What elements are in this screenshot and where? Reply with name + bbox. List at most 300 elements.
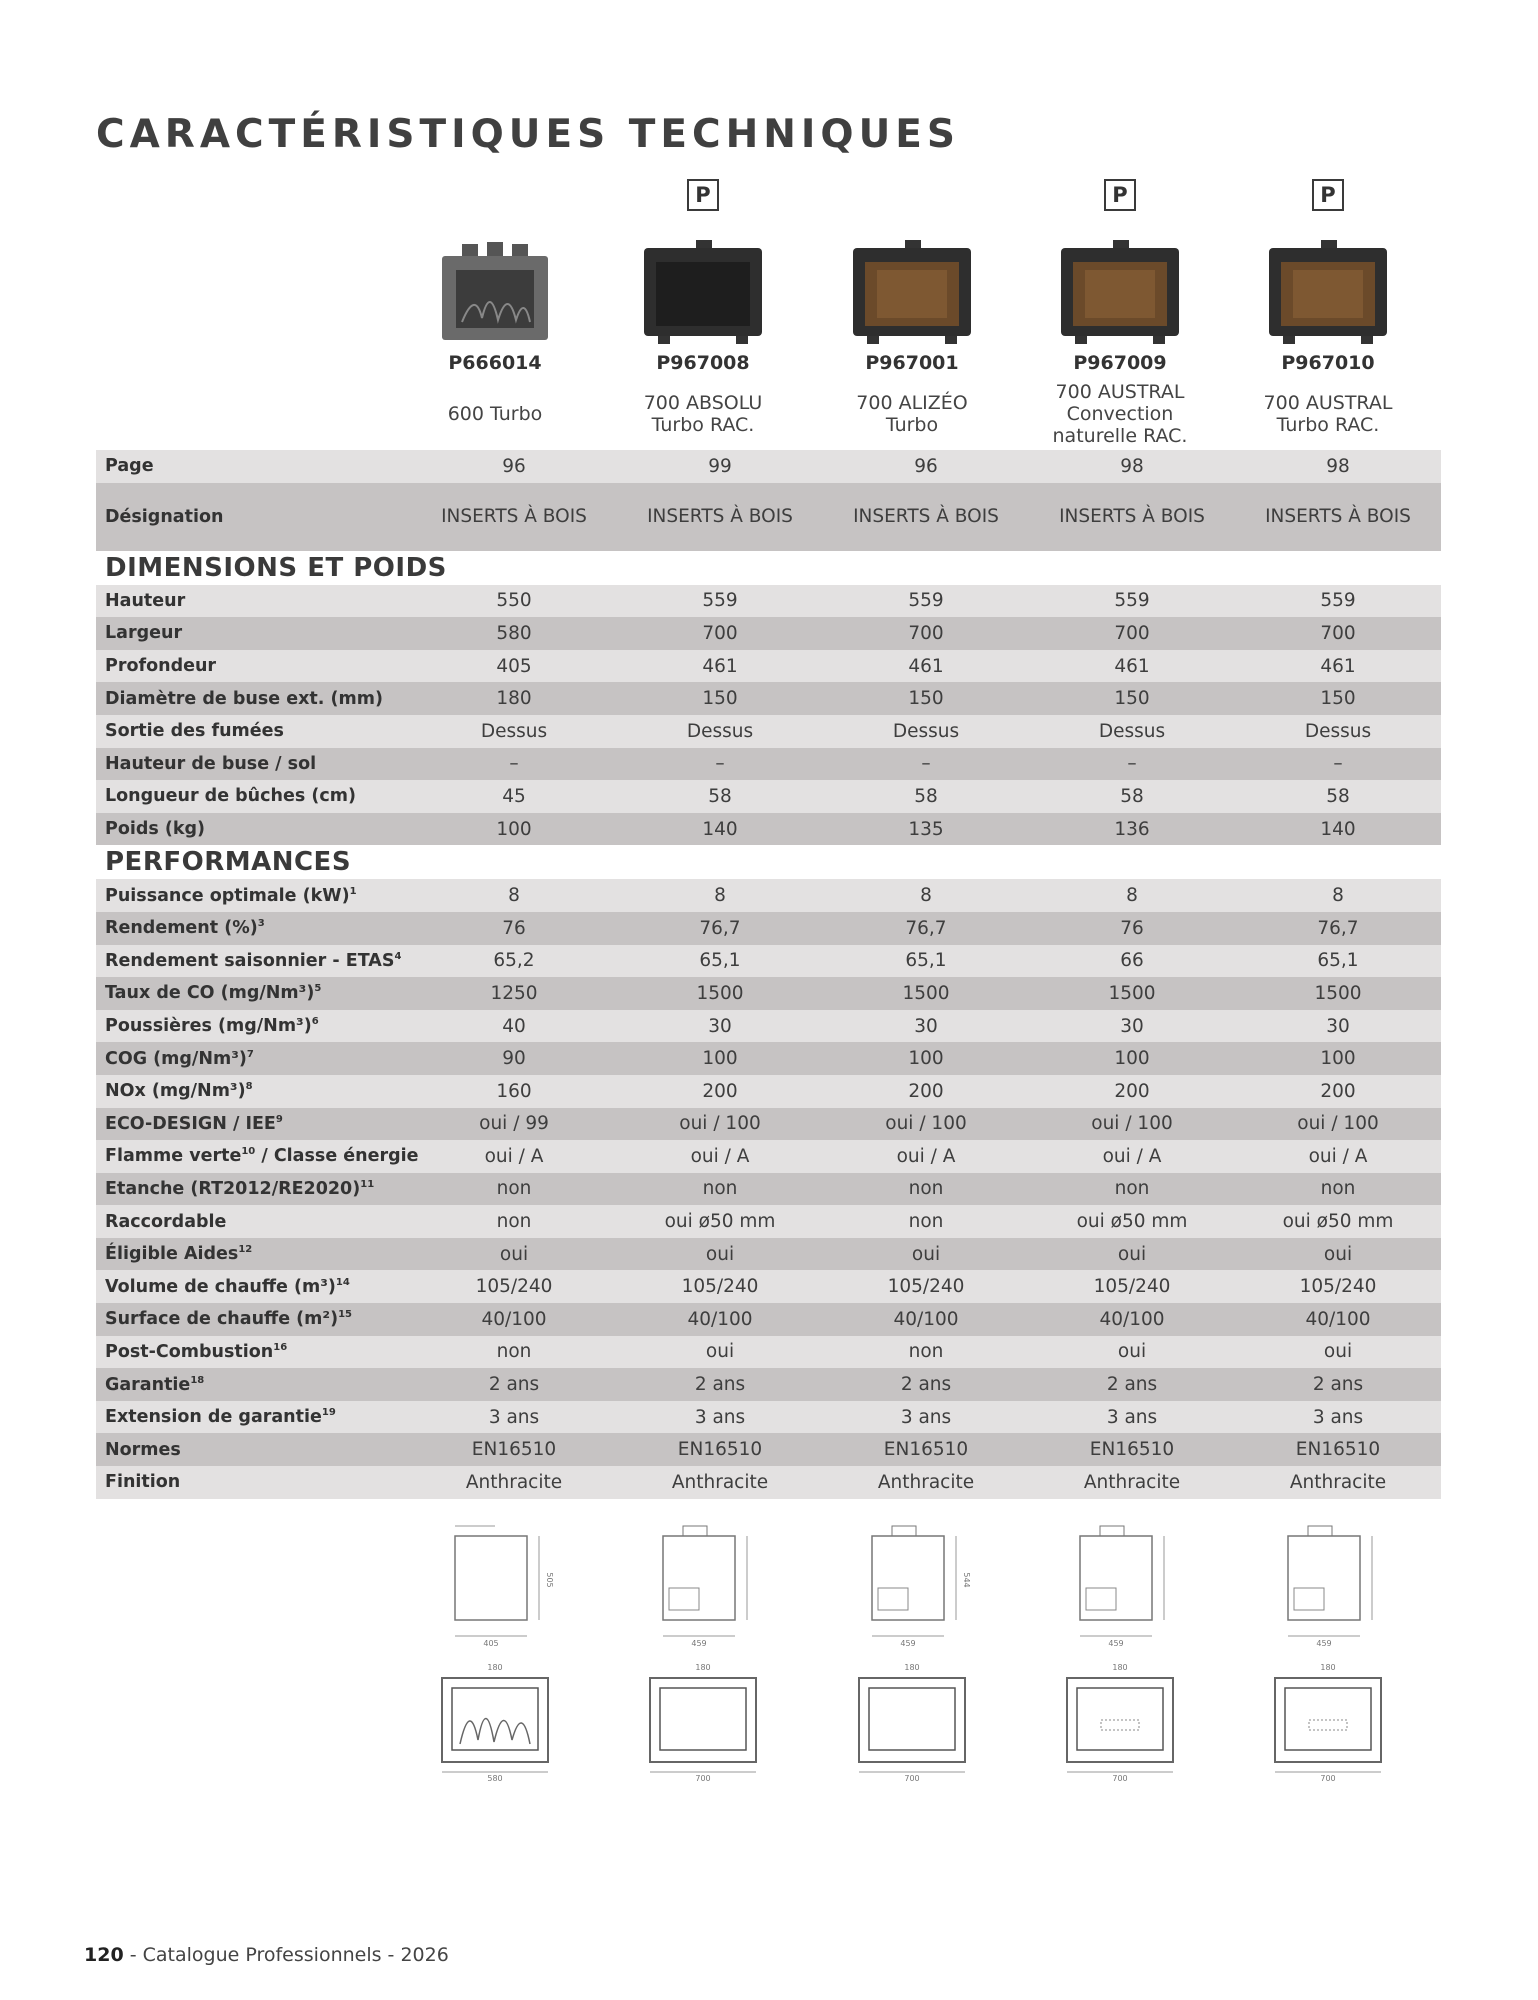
- spec-label-text: Garantie: [105, 1374, 191, 1395]
- spec-value: Dessus: [1235, 715, 1441, 748]
- spec-label: [96, 617, 411, 650]
- spec-value: 100: [411, 813, 617, 846]
- spec-value: 200: [1029, 1075, 1235, 1108]
- spec-label-text: Sortie des fumées: [105, 721, 284, 742]
- spec-label: [96, 450, 411, 483]
- spec-value: 8: [411, 879, 617, 912]
- stove-image: [638, 240, 768, 348]
- spec-label: [96, 912, 411, 945]
- spec-label-text: Diamètre de buse ext. (mm): [105, 688, 383, 709]
- spec-label-text: Taux de CO (mg/Nm³): [105, 983, 315, 1004]
- spec-value: oui ø50 mm: [617, 1205, 823, 1238]
- spec-row: [96, 617, 1441, 650]
- stove-image: [1263, 240, 1393, 348]
- spec-row: [96, 1075, 1441, 1108]
- spec-value: 559: [1029, 585, 1235, 618]
- spec-row: [96, 977, 1441, 1010]
- dimension-label: 405: [483, 1639, 499, 1648]
- spec-label-text: Rendement (%): [105, 918, 258, 939]
- spec-row: [96, 1466, 1441, 1499]
- spec-label-text: Désignation: [105, 506, 224, 527]
- product-name: 700 AUSTRAL Convection naturelle RAC.: [1052, 381, 1188, 447]
- front-view-drawing: [1263, 1660, 1393, 1784]
- spec-value: 100: [1029, 1042, 1235, 1075]
- spec-value: oui: [823, 1238, 1029, 1271]
- spec-value: 40/100: [411, 1303, 617, 1336]
- dimension-label: 700: [695, 1774, 711, 1783]
- spec-value: non: [823, 1205, 1029, 1238]
- spec-row: [96, 650, 1441, 683]
- product-code: P967001: [865, 352, 959, 374]
- spec-label: [96, 1368, 411, 1401]
- spec-value: 405: [411, 650, 617, 683]
- spec-value: oui / A: [617, 1140, 823, 1173]
- product-name: 700 ABSOLU Turbo RAC.: [643, 392, 763, 436]
- spec-value: 40/100: [617, 1303, 823, 1336]
- spec-label: [96, 945, 411, 978]
- spec-value: 30: [617, 1010, 823, 1043]
- spec-label-text: Page: [105, 456, 154, 477]
- spec-value: non: [823, 1336, 1029, 1369]
- spec-value: 100: [1235, 1042, 1441, 1075]
- p-badge: P: [1312, 179, 1344, 211]
- spec-value: 8: [1029, 879, 1235, 912]
- spec-value: oui / 100: [823, 1108, 1029, 1141]
- spec-value: 180: [411, 682, 617, 715]
- spec-value: non: [411, 1336, 617, 1369]
- spec-row: [96, 450, 1441, 483]
- spec-value: INSERTS À BOIS: [1029, 483, 1235, 551]
- dimension-label: 459: [691, 1639, 707, 1648]
- spec-value: 1500: [1235, 977, 1441, 1010]
- spec-value: Anthracite: [617, 1466, 823, 1499]
- spec-label: [96, 483, 411, 551]
- p-badge: P: [687, 179, 719, 211]
- spec-label: [96, 1108, 411, 1141]
- footnote-ref: 11: [360, 1179, 375, 1191]
- spec-value: 96: [823, 450, 1029, 483]
- spec-value: 2 ans: [617, 1368, 823, 1401]
- spec-row: [96, 748, 1441, 781]
- section-heading-row: [96, 845, 1441, 879]
- spec-value: –: [1235, 748, 1441, 781]
- spec-row: [96, 1368, 1441, 1401]
- dimension-label: 700: [1320, 1774, 1336, 1783]
- spec-label: [96, 780, 411, 813]
- spec-value: –: [617, 748, 823, 781]
- spec-value: 58: [1235, 780, 1441, 813]
- side-view-drawing: [643, 1518, 763, 1648]
- spec-value: oui / A: [411, 1140, 617, 1173]
- spec-value: EN16510: [617, 1433, 823, 1466]
- spec-value: oui: [617, 1238, 823, 1271]
- spec-row: [96, 682, 1441, 715]
- spec-label-text: Extension de garantie: [105, 1407, 322, 1428]
- dimension-label: 180: [904, 1663, 920, 1672]
- spec-value: oui / 100: [1029, 1108, 1235, 1141]
- footnote-ref: 10: [241, 1146, 256, 1158]
- spec-value: 150: [1029, 682, 1235, 715]
- footnote-ref: 1: [349, 885, 357, 897]
- footnote-ref: 14: [335, 1276, 350, 1288]
- spec-row: [96, 879, 1441, 912]
- spec-label: [96, 1303, 411, 1336]
- spec-value: 76,7: [1235, 912, 1441, 945]
- spec-value: 3 ans: [823, 1401, 1029, 1434]
- spec-value: 3 ans: [1235, 1401, 1441, 1434]
- spec-value: non: [411, 1173, 617, 1206]
- side-view-drawing: [435, 1518, 555, 1648]
- footnote-ref: 4: [394, 951, 402, 962]
- spec-value: 1500: [823, 977, 1029, 1010]
- spec-value: 65,1: [823, 945, 1029, 978]
- footnote-ref: 3: [257, 918, 265, 930]
- dimension-label: 544: [962, 1572, 971, 1588]
- front-view-drawing: [638, 1660, 768, 1784]
- spec-value: 2 ans: [411, 1368, 617, 1401]
- side-view-drawing: [852, 1518, 972, 1648]
- dimension-label: 180: [1112, 1663, 1128, 1672]
- spec-value: 76: [411, 912, 617, 945]
- footnote-ref: 18: [190, 1374, 205, 1386]
- spec-value: 8: [1235, 879, 1441, 912]
- spec-label-text: Longueur de bûches (cm): [105, 786, 356, 807]
- spec-label: [96, 1075, 411, 1108]
- footer-text: - Catalogue Professionnels - 2026: [123, 1944, 449, 1966]
- spec-value: Anthracite: [823, 1466, 1029, 1499]
- spec-value: 150: [1235, 682, 1441, 715]
- spec-label-text: Finition: [105, 1472, 181, 1493]
- section-heading-row: [96, 551, 1441, 585]
- spec-value: 700: [1029, 617, 1235, 650]
- spec-value: Dessus: [411, 715, 617, 748]
- product-code: P967010: [1281, 352, 1375, 374]
- spec-value: 8: [823, 879, 1029, 912]
- spec-row: [96, 1140, 1441, 1173]
- footnote-ref: 12: [238, 1244, 253, 1256]
- spec-value: EN16510: [411, 1433, 617, 1466]
- footnote-ref: 9: [275, 1113, 283, 1125]
- spec-label-text: Éligible Aides: [105, 1244, 239, 1265]
- spec-value: 30: [1029, 1010, 1235, 1043]
- spec-value: 8: [617, 879, 823, 912]
- spec-value: EN16510: [1235, 1433, 1441, 1466]
- spec-label-text: Normes: [105, 1439, 181, 1460]
- spec-value: oui: [1235, 1336, 1441, 1369]
- spec-value: 2 ans: [1235, 1368, 1441, 1401]
- spec-value: 3 ans: [1029, 1401, 1235, 1434]
- dimension-label: 459: [900, 1639, 916, 1648]
- spec-row: [96, 912, 1441, 945]
- spec-label-text: Poussières (mg/Nm³): [105, 1016, 312, 1037]
- spec-row: [96, 1433, 1441, 1466]
- spec-value: 76,7: [617, 912, 823, 945]
- spec-label-text: Raccordable: [105, 1211, 227, 1232]
- spec-row: [96, 780, 1441, 813]
- spec-value: 559: [617, 585, 823, 618]
- spec-value: oui / A: [823, 1140, 1029, 1173]
- spec-value: Anthracite: [411, 1466, 617, 1499]
- spec-value: non: [617, 1173, 823, 1206]
- spec-value: –: [411, 748, 617, 781]
- spec-value: 40/100: [823, 1303, 1029, 1336]
- spec-value: 1250: [411, 977, 617, 1010]
- spec-label: [96, 813, 411, 846]
- spec-value: 76,7: [823, 912, 1029, 945]
- product-code: P967009: [1073, 352, 1167, 374]
- spec-value: 461: [1235, 650, 1441, 683]
- footnote-ref: 19: [321, 1407, 336, 1419]
- spec-value: 76: [1029, 912, 1235, 945]
- spec-value: 3 ans: [411, 1401, 617, 1434]
- spec-value: 3 ans: [617, 1401, 823, 1434]
- spec-row: [96, 813, 1441, 846]
- spec-row: [96, 1042, 1441, 1075]
- spec-label: [96, 1270, 411, 1303]
- spec-label-text: Poids (kg): [105, 819, 206, 840]
- spec-value: 200: [1235, 1075, 1441, 1108]
- spec-label: [96, 715, 411, 748]
- spec-value: INSERTS À BOIS: [823, 483, 1029, 551]
- spec-label-text: Largeur: [105, 623, 183, 644]
- spec-value: INSERTS À BOIS: [411, 483, 617, 551]
- spec-value: 461: [823, 650, 1029, 683]
- spec-label: [96, 879, 411, 912]
- spec-value: 559: [823, 585, 1029, 618]
- spec-value: 66: [1029, 945, 1235, 978]
- spec-label-text: ECO-DESIGN / IEE: [105, 1113, 276, 1134]
- spec-label: [96, 585, 411, 618]
- spec-value: 140: [1235, 813, 1441, 846]
- side-view-drawing: [1268, 1518, 1388, 1648]
- spec-row: [96, 483, 1441, 551]
- footnote-ref: 5: [314, 983, 322, 995]
- spec-value: oui: [1029, 1238, 1235, 1271]
- spec-value: 105/240: [1029, 1270, 1235, 1303]
- spec-row: [96, 1270, 1441, 1303]
- spec-value: oui / 99: [411, 1108, 617, 1141]
- spec-value: 105/240: [1235, 1270, 1441, 1303]
- spec-table: [96, 450, 1441, 1499]
- spec-value: 1500: [617, 977, 823, 1010]
- side-view-drawing: [1060, 1518, 1180, 1648]
- spec-value: –: [1029, 748, 1235, 781]
- spec-label: [96, 1205, 411, 1238]
- spec-label-text: COG (mg/Nm³): [105, 1048, 247, 1069]
- front-view-drawing: [847, 1660, 977, 1784]
- spec-label: [96, 1401, 411, 1434]
- dimension-label: 180: [1320, 1663, 1336, 1672]
- spec-row: [96, 1205, 1441, 1238]
- spec-label-text: Puissance optimale (kW): [105, 885, 350, 906]
- spec-value: 40/100: [1235, 1303, 1441, 1336]
- spec-value: Dessus: [823, 715, 1029, 748]
- spec-value: 160: [411, 1075, 617, 1108]
- spec-value: 65,1: [1235, 945, 1441, 978]
- spec-value: 200: [617, 1075, 823, 1108]
- spec-value: 98: [1029, 450, 1235, 483]
- spec-value: 2 ans: [823, 1368, 1029, 1401]
- spec-value: 1500: [1029, 977, 1235, 1010]
- spec-value: non: [823, 1173, 1029, 1206]
- page-footer: [84, 1944, 449, 1966]
- spec-value: oui ø50 mm: [1235, 1205, 1441, 1238]
- spec-value: oui ø50 mm: [1029, 1205, 1235, 1238]
- spec-row: [96, 1173, 1441, 1206]
- spec-label-text: Rendement saisonnier - ETAS: [105, 950, 395, 971]
- spec-value: 98: [1235, 450, 1441, 483]
- spec-label-text: Hauteur: [105, 590, 186, 611]
- spec-value: oui: [1029, 1336, 1235, 1369]
- footnote-ref: 8: [245, 1081, 253, 1093]
- spec-value: EN16510: [1029, 1433, 1235, 1466]
- product-name: 600 Turbo: [447, 403, 543, 425]
- spec-value: –: [823, 748, 1029, 781]
- spec-label: [96, 748, 411, 781]
- spec-value: INSERTS À BOIS: [617, 483, 823, 551]
- spec-value: 700: [1235, 617, 1441, 650]
- spec-value: 45: [411, 780, 617, 813]
- dimension-label: 459: [1108, 1639, 1124, 1648]
- spec-label-text: NOx (mg/Nm³): [105, 1081, 246, 1102]
- spec-value: 30: [823, 1010, 1029, 1043]
- stove-image: [847, 240, 977, 348]
- spec-row: [96, 1303, 1441, 1336]
- spec-label-text: Surface de chauffe (m²): [105, 1309, 339, 1330]
- spec-value: 150: [617, 682, 823, 715]
- spec-label-text: Etanche (RT2012/RE2020): [105, 1178, 361, 1199]
- spec-value: Anthracite: [1235, 1466, 1441, 1499]
- spec-row: [96, 1401, 1441, 1434]
- spec-value: 100: [823, 1042, 1029, 1075]
- spec-value: oui: [411, 1238, 617, 1271]
- spec-value: 30: [1235, 1010, 1441, 1043]
- spec-value: 65,1: [617, 945, 823, 978]
- spec-value: 700: [823, 617, 1029, 650]
- spec-value: 40/100: [1029, 1303, 1235, 1336]
- footnote-ref: 6: [311, 1016, 319, 1028]
- dimension-label: 580: [487, 1774, 503, 1783]
- spec-value: 700: [617, 617, 823, 650]
- spec-value: 2 ans: [1029, 1368, 1235, 1401]
- product-code: P967008: [656, 352, 750, 374]
- spec-value: 461: [617, 650, 823, 683]
- spec-value: oui / 100: [1235, 1108, 1441, 1141]
- spec-value: 461: [1029, 650, 1235, 683]
- spec-row: [96, 1238, 1441, 1271]
- page-title: CARACTÉRISTIQUES TECHNIQUES: [96, 112, 960, 157]
- spec-value: oui / 100: [617, 1108, 823, 1141]
- spec-value: 580: [411, 617, 617, 650]
- dimension-label: 505: [545, 1572, 554, 1588]
- spec-label: [96, 650, 411, 683]
- section-heading: DIMENSIONS ET POIDS: [96, 551, 1441, 585]
- spec-label-suffix: / Classe énergie: [255, 1146, 419, 1167]
- spec-value: 550: [411, 585, 617, 618]
- spec-value: 105/240: [617, 1270, 823, 1303]
- spec-label-text: Volume de chauffe (m³): [105, 1276, 336, 1297]
- footnote-ref: 16: [273, 1342, 288, 1354]
- spec-value: 99: [617, 450, 823, 483]
- spec-row: [96, 945, 1441, 978]
- spec-label-text: Hauteur de buse / sol: [105, 753, 317, 774]
- spec-row: [96, 715, 1441, 748]
- spec-value: 150: [823, 682, 1029, 715]
- spec-label: [96, 682, 411, 715]
- spec-value: 140: [617, 813, 823, 846]
- dimension-label: 700: [904, 1774, 920, 1783]
- spec-value: 96: [411, 450, 617, 483]
- spec-value: INSERTS À BOIS: [1235, 483, 1441, 551]
- stove-image: [1055, 240, 1185, 348]
- spec-value: 136: [1029, 813, 1235, 846]
- spec-label: [96, 1336, 411, 1369]
- page-number: 120: [84, 1944, 124, 1966]
- spec-label: [96, 1042, 411, 1075]
- spec-label: [96, 1238, 411, 1271]
- spec-label: [96, 1433, 411, 1466]
- spec-value: non: [1029, 1173, 1235, 1206]
- product-name: 700 ALIZÉO Turbo: [856, 392, 968, 436]
- p-badge: P: [1104, 179, 1136, 211]
- spec-row: [96, 1010, 1441, 1043]
- spec-label-text: Profondeur: [105, 656, 217, 677]
- product-name: 700 AUSTRAL Turbo RAC.: [1263, 392, 1393, 436]
- spec-value: oui / A: [1235, 1140, 1441, 1173]
- spec-value: Dessus: [617, 715, 823, 748]
- spec-value: 58: [823, 780, 1029, 813]
- spec-value: 58: [1029, 780, 1235, 813]
- spec-label: [96, 1466, 411, 1499]
- spec-value: Anthracite: [1029, 1466, 1235, 1499]
- section-heading: PERFORMANCES: [96, 845, 1441, 879]
- dimension-label: 180: [487, 1663, 503, 1672]
- spec-label: [96, 977, 411, 1010]
- spec-label-text: Flamme verte: [105, 1146, 242, 1167]
- footnote-ref: 15: [338, 1309, 352, 1321]
- spec-value: 40: [411, 1010, 617, 1043]
- spec-value: 100: [617, 1042, 823, 1075]
- dimension-label: 459: [1316, 1639, 1332, 1648]
- dimension-label: 180: [695, 1663, 711, 1672]
- spec-value: oui: [1235, 1238, 1441, 1271]
- spec-value: 559: [1235, 585, 1441, 618]
- spec-row: [96, 585, 1441, 618]
- spec-value: Dessus: [1029, 715, 1235, 748]
- spec-value: oui: [617, 1336, 823, 1369]
- front-view-drawing: [1055, 1660, 1185, 1784]
- spec-value: non: [1235, 1173, 1441, 1206]
- spec-value: non: [411, 1205, 617, 1238]
- spec-value: oui / A: [1029, 1140, 1235, 1173]
- spec-value: 65,2: [411, 945, 617, 978]
- spec-value: 90: [411, 1042, 617, 1075]
- footnote-ref: 7: [246, 1048, 254, 1060]
- product-code: P666014: [448, 352, 542, 374]
- spec-label: [96, 1010, 411, 1043]
- spec-label-text: Post-Combustion: [105, 1341, 274, 1362]
- spec-value: EN16510: [823, 1433, 1029, 1466]
- dimension-label: 700: [1112, 1774, 1128, 1783]
- spec-label: [96, 1173, 411, 1206]
- stove-image: [430, 240, 560, 348]
- spec-row: [96, 1336, 1441, 1369]
- spec-label: [96, 1140, 419, 1173]
- spec-row: [96, 1108, 1441, 1141]
- front-view-drawing: [430, 1660, 560, 1784]
- spec-value: 58: [617, 780, 823, 813]
- spec-value: 135: [823, 813, 1029, 846]
